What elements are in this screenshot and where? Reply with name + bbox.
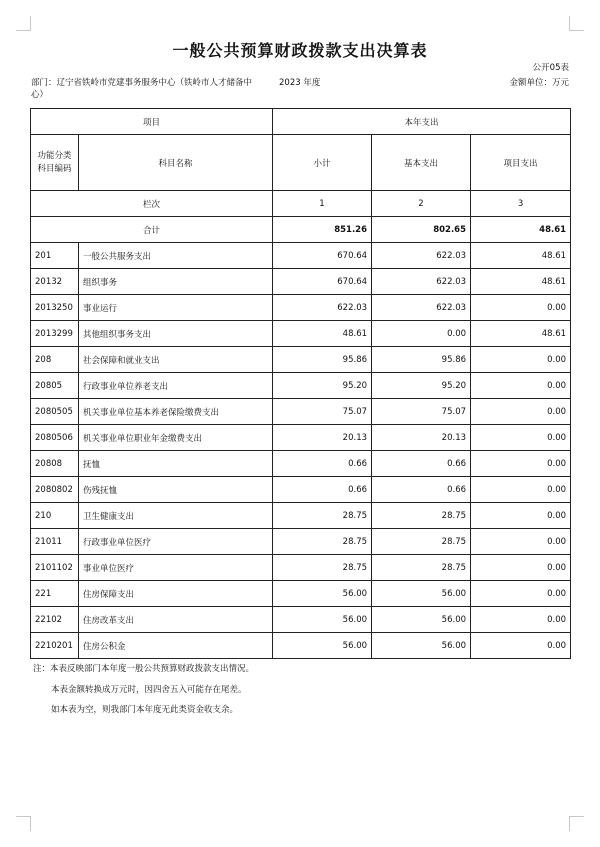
year-label: 2023 年度 (279, 78, 321, 88)
cell-name: 其他组织事务支出 (79, 321, 273, 347)
page-corner-mark (16, 816, 31, 831)
table-row (31, 555, 571, 581)
note-line: 注：本表反映部门本年度一般公共预算财政拨款支出情况。 (33, 664, 255, 674)
cell-subtotal: 56.00 (273, 581, 372, 607)
cell-subtotal: 670.64 (273, 269, 372, 295)
cell-code: 22102 (31, 607, 79, 633)
cell-basic: 622.03 (372, 295, 471, 321)
cell-project: 0.00 (471, 529, 571, 555)
cell-basic: 56.00 (372, 607, 471, 633)
table-row (31, 581, 571, 607)
cell-subtotal: 20.13 (273, 425, 372, 451)
table-row (31, 243, 571, 269)
total-label: 合计 (31, 217, 273, 243)
cell-basic: 28.75 (372, 503, 471, 529)
table-subheader-row (31, 135, 571, 191)
cell-name: 住房改革支出 (79, 607, 273, 633)
cell-code: 201 (31, 243, 79, 269)
table-row (31, 373, 571, 399)
col-subtotal-header: 小计 (273, 135, 372, 191)
cell-basic: 56.00 (372, 633, 471, 659)
cell-code: 2080506 (31, 425, 79, 451)
form-number: 公开05表 (532, 63, 569, 73)
cell-code: 2080802 (31, 477, 79, 503)
table-row (31, 633, 571, 659)
cell-subtotal: 28.75 (273, 503, 372, 529)
notes (33, 659, 254, 721)
col-basic-header: 基本支出 (372, 135, 471, 191)
cell-basic: 28.75 (372, 529, 471, 555)
cell-name: 社会保障和就业支出 (79, 347, 273, 373)
cell-subtotal: 95.86 (273, 347, 372, 373)
table-row (31, 425, 571, 451)
cell-basic: 95.20 (372, 373, 471, 399)
cell-code: 20805 (31, 373, 79, 399)
table-row (31, 477, 571, 503)
cell-name: 事业单位医疗 (79, 555, 273, 581)
cell-basic: 0.66 (372, 451, 471, 477)
cell-project: 48.61 (471, 321, 571, 347)
cell-subtotal: 28.75 (273, 529, 372, 555)
cell-project: 0.00 (471, 633, 571, 659)
cell-basic: 0.00 (372, 321, 471, 347)
cell-code: 208 (31, 347, 79, 373)
cell-name: 机关事业单位基本养老保险缴费支出 (79, 399, 273, 425)
cell-project: 0.00 (471, 399, 571, 425)
cell-basic: 75.07 (372, 399, 471, 425)
cell-project: 0.00 (471, 425, 571, 451)
table-row (31, 269, 571, 295)
cell-code: 2101102 (31, 555, 79, 581)
cell-project: 0.00 (471, 477, 571, 503)
note-line: 如本表为空，则我部门本年度无此类资金收支余。 (51, 705, 239, 715)
cell-subtotal: 0.66 (273, 451, 372, 477)
header-item: 项目 (31, 109, 273, 135)
cell-name: 行政事业单位养老支出 (79, 373, 273, 399)
page-title: 一般公共预算财政拨款支出决算表 (172, 41, 428, 60)
cell-code: 2013299 (31, 321, 79, 347)
cell-basic: 20.13 (372, 425, 471, 451)
cell-basic: 95.86 (372, 347, 471, 373)
cell-project: 0.00 (471, 581, 571, 607)
col-project-header: 项目支出 (471, 135, 571, 191)
cell-code: 20132 (31, 269, 79, 295)
cell-basic: 56.00 (372, 581, 471, 607)
cell-subtotal: 622.03 (273, 295, 372, 321)
cell-subtotal: 75.07 (273, 399, 372, 425)
column-index-row (31, 191, 571, 217)
column-index-cell: 3 (471, 191, 571, 217)
cell-project: 0.00 (471, 607, 571, 633)
cell-project: 0.00 (471, 295, 571, 321)
cell-code: 2080505 (31, 399, 79, 425)
cell-subtotal: 95.20 (273, 373, 372, 399)
cell-name: 住房公积金 (79, 633, 273, 659)
table-row (31, 321, 571, 347)
col-name-header: 科目名称 (79, 135, 273, 191)
cell-basic: 28.75 (372, 555, 471, 581)
cell-project: 48.61 (471, 243, 571, 269)
cell-name: 机关事业单位职业年金缴费支出 (79, 425, 273, 451)
cell-name: 行政事业单位医疗 (79, 529, 273, 555)
column-index-cell: 1 (273, 191, 372, 217)
cell-subtotal: 670.64 (273, 243, 372, 269)
cell-name: 一般公共服务支出 (79, 243, 273, 269)
cell-project: 0.00 (471, 451, 571, 477)
cell-code: 2210201 (31, 633, 79, 659)
column-index-label: 栏次 (31, 191, 273, 217)
page-corner-mark (569, 16, 584, 31)
table-header-row (31, 109, 571, 135)
cell-name: 伤残抚恤 (79, 477, 273, 503)
cell-code: 221 (31, 581, 79, 607)
cell-subtotal: 48.61 (273, 321, 372, 347)
cell-code: 20808 (31, 451, 79, 477)
cell-project: 0.00 (471, 503, 571, 529)
cell-name: 事业运行 (79, 295, 273, 321)
col-code-header: 功能分类科目编码 (31, 135, 79, 191)
table-row (31, 295, 571, 321)
column-index-cell: 2 (372, 191, 471, 217)
cell-code: 21011 (31, 529, 79, 555)
cell-subtotal: 56.00 (273, 633, 372, 659)
page-corner-mark (569, 816, 584, 831)
table-row (31, 607, 571, 633)
table-row (31, 399, 571, 425)
cell-subtotal: 56.00 (273, 607, 372, 633)
cell-name: 住房保障支出 (79, 581, 273, 607)
cell-name: 卫生健康支出 (79, 503, 273, 529)
total-basic: 802.65 (372, 217, 471, 243)
cell-code: 210 (31, 503, 79, 529)
note-line: 本表金额转换成万元时，因四舍五入可能存在尾差。 (51, 684, 247, 695)
cell-project: 0.00 (471, 347, 571, 373)
cell-project: 0.00 (471, 373, 571, 399)
department-label: 部门：辽宁省铁岭市党建事务服务中心（铁岭市人才储备中心） (31, 78, 253, 100)
cell-project: 48.61 (471, 269, 571, 295)
table-row (31, 503, 571, 529)
table-row (31, 347, 571, 373)
cell-code: 2013250 (31, 295, 79, 321)
total-row (31, 217, 571, 243)
header-current-year: 本年支出 (273, 109, 571, 135)
table-row (31, 529, 571, 555)
table-row (31, 451, 571, 477)
cell-subtotal: 0.66 (273, 477, 372, 503)
cell-basic: 0.66 (372, 477, 471, 503)
page-corner-mark (16, 16, 31, 31)
cell-subtotal: 28.75 (273, 555, 372, 581)
cell-project: 0.00 (471, 555, 571, 581)
expenditure-table (30, 108, 571, 659)
cell-name: 抚恤 (79, 451, 273, 477)
cell-basic: 622.03 (372, 243, 471, 269)
total-subtotal: 851.26 (273, 217, 372, 243)
cell-basic: 622.03 (372, 269, 471, 295)
total-project: 48.61 (471, 217, 571, 243)
unit-label: 金额单位：万元 (509, 78, 569, 88)
cell-name: 组织事务 (79, 269, 273, 295)
